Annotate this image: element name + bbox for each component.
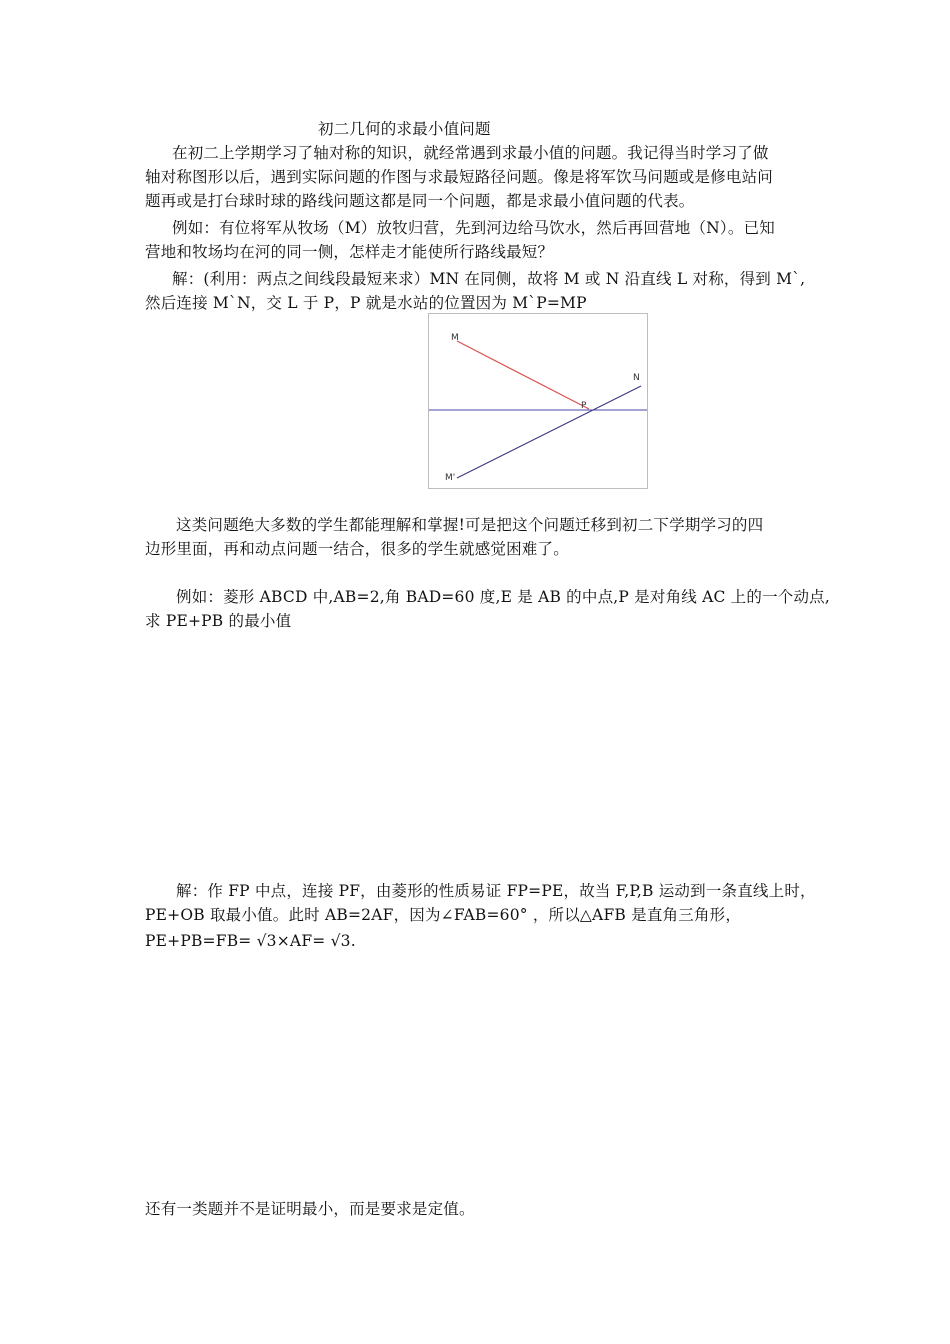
solution1-line-2: 然后连接 M`N，交 L 于 P，P 就是水站的位置因为 M`P=MP [145,294,587,312]
label-mprime: M' [445,473,456,483]
solution2-line-2: PE+OB 取最小值。此时 AB=2AF，因为∠FAB=60° ，所以△AFB 是直角三角形， [145,906,742,924]
intro-paragraph-line-3: 题再或是打台球时球的路线问题这都是同一个问题，都是求最小值问题的代表。 [145,192,695,210]
example1-line-1: 例如：有位将军从牧场（M）放牧归营，先到河边给马饮水，然后再回营地（N）。已知 [172,219,775,237]
reflection-diagram [429,314,647,488]
example2-line-1: 例如：菱形 ABCD 中,AB=2,角 BAD=60 度,E 是 AB 的中点,P 是对角线 AC 上的一个动点, [176,588,831,606]
intro-paragraph-line-2: 轴对称图形以后，遇到实际问题的作图与求最短路径问题。像是将军饮马问题或是修电站问 [145,168,774,186]
para2-line-1: 这类问题绝大多数的学生都能理解和掌握!可是把这个问题迁移到初二下学期学习的四 [176,516,764,534]
reflection-figure [428,313,648,489]
example2-line-2: 求 PE+PB 的最小值 [145,612,292,630]
page-title: 初二几何的求最小值问题 [318,120,491,138]
closing-line: 还有一类题并不是证明最小，而是要求是定值。 [145,1200,475,1218]
intro-paragraph-line-1: 在初二上学期学习了轴对称的知识，就经常遇到求最小值的问题。我记得当时学习了做 [172,144,769,162]
label-m: M [451,333,459,343]
solution2-line-1: 解：作 FP 中点，连接 PF，由菱形的性质易证 FP=PE，故当 F,P,B 运动到一条直线上时， [176,882,816,900]
label-n: N [633,373,640,383]
label-p: P [581,401,587,411]
solution2-line-3: PE+PB=FB= √3×AF= √3. [145,932,356,950]
solution1-line-1: 解：(利用：两点之间线段最短来求）MN 在同侧，故将 M 或 N 沿直线 L 对称，得到 M`, [172,270,806,288]
segment-mprime-n [457,386,641,478]
para2-line-2: 边形里面，再和动点问题一结合，很多的学生就感觉困难了。 [145,540,569,558]
example1-line-2: 营地和牧场均在河的同一侧，怎样走才能使所行路线最短？ [145,243,554,261]
segment-mp [457,341,589,409]
